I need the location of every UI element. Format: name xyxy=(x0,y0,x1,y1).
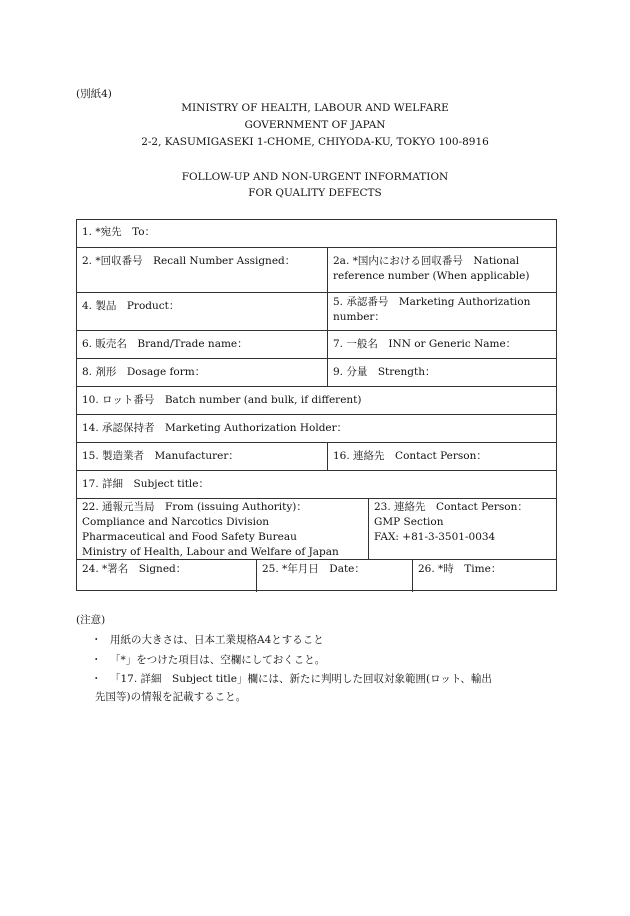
field-marketing-auth-line1: 5. 承認番号 Marketing Authorization xyxy=(333,296,531,308)
note-item-3-line2: 先国等)の情報を記載すること。 xyxy=(95,691,247,703)
field-authority-contact: 23. 連絡先 Contact Person： xyxy=(374,501,528,513)
note-item-2: 「*」をつけた項目は、空欄にしておくこと。 xyxy=(110,654,326,666)
form-row-brand xyxy=(76,330,557,359)
field-signed: 24. *署名 Signed： xyxy=(82,563,187,575)
field-manufacturer: 15. 製造業者 Manufacturer： xyxy=(82,450,239,462)
authority-bureau: Pharmaceutical and Food Safety Bureau xyxy=(82,531,297,543)
form-row-recall xyxy=(76,247,557,293)
bullet-1: ・ xyxy=(91,634,102,646)
field-national-ref-line1: 2a. *国内における回収番号 National xyxy=(333,255,520,267)
field-dosage-form: 8. 剤形 Dosage form： xyxy=(82,366,206,378)
field-generic-name: 7. 一般名 INN or Generic Name： xyxy=(333,338,517,350)
form-row-authority xyxy=(76,498,557,560)
form-row-manufacturer xyxy=(76,442,557,471)
field-batch-number: 10. ロット番号 Batch number (and bulk, if different) xyxy=(82,394,362,406)
contact-fax: FAX: +81-3-3501-0034 xyxy=(374,531,496,543)
form-title-line1: FOLLOW-UP AND NON-URGENT INFORMATION xyxy=(181,171,449,183)
field-product: 4. 製品 Product： xyxy=(82,300,180,312)
authority-ministry: Ministry of Health, Labour and Welfare of Japan xyxy=(82,546,339,558)
note-item-1: 用紙の大きさは、日本工業規格A4とすること xyxy=(110,634,324,646)
form-row-product xyxy=(76,292,557,331)
field-authorization-holder: 14. 承認保持者 Marketing Authorization Holder： xyxy=(82,422,348,434)
form-row-dosage xyxy=(76,358,557,387)
form-title-line2: FOR QUALITY DEFECTS xyxy=(248,187,382,199)
notes-heading: (注意) xyxy=(76,614,106,626)
form-row-signature xyxy=(76,559,557,592)
field-issuing-authority: 22. 通報元当局 From (issuing Authority)： xyxy=(82,501,307,513)
contact-section: GMP Section xyxy=(374,516,444,528)
field-time: 26. *時 Time： xyxy=(418,563,502,575)
field-recall-number: 2. *回収番号 Recall Number Assigned： xyxy=(82,255,296,267)
field-contact-person: 16. 連絡先 Contact Person： xyxy=(333,450,487,462)
bullet-3: ・ xyxy=(91,673,102,685)
field-date: 25. *年月日 Date： xyxy=(262,563,365,575)
government-name: GOVERNMENT OF JAPAN xyxy=(244,119,386,131)
field-strength: 9. 分量 Strength： xyxy=(333,366,436,378)
field-to: 1. *宛先 To： xyxy=(82,226,156,238)
field-subject-title: 17. 詳細 Subject title： xyxy=(82,478,209,490)
field-marketing-auth-line2: number： xyxy=(333,311,385,323)
quality-defect-form xyxy=(76,219,557,591)
ministry-name: MINISTRY OF HEALTH, LABOUR AND WELFARE xyxy=(181,102,449,114)
ministry-address: 2-2, KASUMIGASEKI 1-CHOME, CHIYODA-KU, TOKYO 100-8916 xyxy=(141,136,489,148)
field-national-ref-line2: reference number (When applicable) xyxy=(333,270,530,282)
form-row-batch xyxy=(76,386,557,415)
form-row-to xyxy=(76,219,557,247)
note-item-3-line1: 「17. 詳細 Subject title」欄には、新たに判明した回収対象範囲(ロット、輸出 xyxy=(110,673,492,685)
attachment-label: (別紙4) xyxy=(76,88,112,100)
form-row-subject xyxy=(76,470,557,499)
authority-division: Compliance and Narcotics Division xyxy=(82,516,270,528)
form-row-holder xyxy=(76,414,557,443)
field-brand-name: 6. 販売名 Brand/Trade name： xyxy=(82,338,248,350)
bullet-2: ・ xyxy=(91,654,102,666)
